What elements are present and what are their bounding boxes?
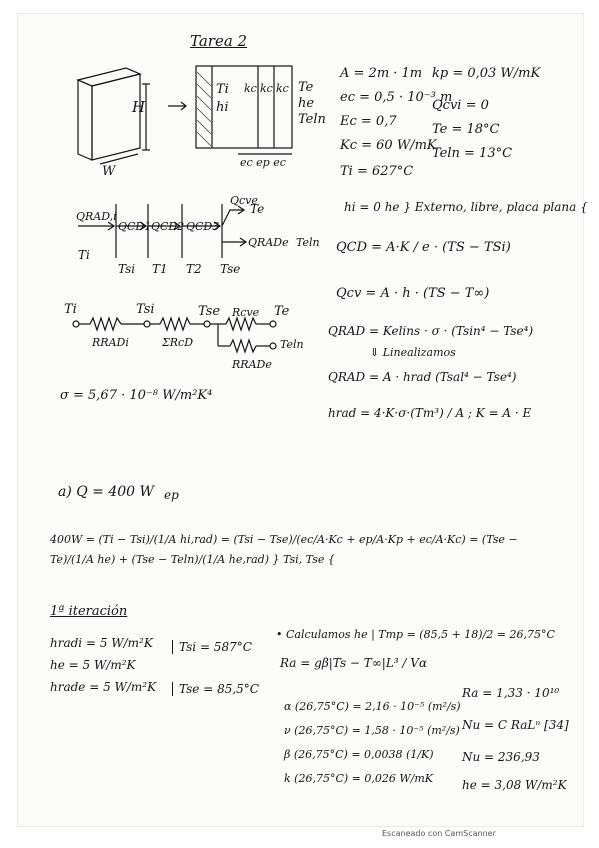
flow-te-label: Te: [250, 202, 265, 216]
ti-value: Ti = 627°C: [340, 164, 414, 179]
eq-qrad-lin: QRAD = A · hrad (Tsal⁴ − Tse⁴): [328, 370, 517, 384]
hi-he-line: hi = 0 he } Externo, libre, placa plana {: [344, 200, 588, 214]
eq-hrad: hrad = 4·K·σ·(Tm³) / A ; K = A · E: [328, 406, 532, 420]
eq-linearize: ⇓ Linealizamos: [370, 346, 456, 359]
thickness-label: ec ep ec: [240, 156, 286, 169]
teln-value: Teln = 13°C: [432, 146, 513, 161]
layer-2-label: kc: [260, 82, 273, 95]
eq-qrad: QRAD = Kelins · σ · (Tsin⁴ − Tse⁴): [328, 324, 534, 338]
calc-heading: • Calculamos he | Tmp = (85,5 + 18)/2 = 26,75°C: [276, 628, 555, 641]
part-a-heading: a) Q = 400 W: [58, 484, 154, 500]
emissivity-value: Ec = 0,7: [340, 114, 397, 129]
qcvi-value: Qcvi = 0: [432, 98, 489, 113]
layer-3-label: kc: [276, 82, 289, 95]
kc-value: Kc = 60 W/mK: [340, 138, 437, 153]
scanned-page: [18, 14, 588, 826]
circuit-tse-label: Tse: [198, 304, 221, 319]
resistor-cve-label: Rcve: [232, 306, 260, 319]
iteration-title: 1ª iteración: [50, 604, 128, 619]
part-a-balance-equation: 400W = (Ti − Tsi)/(1/A hi,rad) = (Tsi − Tse)/(ec/A·Kc + ep/A·Kp + ec/A·Kc) = (Tse − Te)/(1/A he) + (Tse − Teln)/(1/A he,rad) } Tsi, Tse {: [50, 533, 518, 566]
te-value: Te = 18°C: [432, 122, 500, 137]
calc-alpha: α (26,75°C) = 2,16 · 10⁻⁵ (m²/s): [284, 700, 461, 713]
flow-qcd2-label: QCD2: [151, 220, 185, 233]
calc-k: k (26,75°C) = 0,026 W/mK: [284, 772, 434, 785]
part-a-ep: ep: [164, 488, 179, 502]
ec-value: ec = 0,5 · 10⁻³ m: [340, 90, 453, 105]
kp-value: kp = 0,03 W/mK: [432, 66, 541, 81]
circuit-te-label: Te: [274, 304, 290, 319]
calc-beta: β (26,75°C) = 0,0038 (1/K): [284, 748, 434, 761]
wall-teln-label: Teln: [298, 112, 326, 127]
area-value: A = 2m · 1m: [340, 66, 423, 81]
page-title: Tarea 2: [190, 32, 248, 50]
eq-qcv: Qcv = A · h · (TS − T∞): [336, 286, 490, 301]
calc-he-value: he = 3,08 W/m²K: [462, 778, 567, 792]
calc-nu-correlation: Nu = C RaLⁿ [34]: [462, 718, 569, 732]
resistor-rade-label: RRADe: [232, 358, 272, 371]
flow-teln-label: Teln: [296, 236, 320, 249]
flow-qcve-label: Qcve: [230, 194, 258, 207]
iter-he: he = 5 W/m²K: [50, 658, 136, 672]
flow-qcd3-label: QCD3: [186, 220, 220, 233]
calc-nu-value: Nu = 236,93: [462, 750, 540, 764]
resistor-radi-label: RRADi: [92, 336, 129, 349]
flow-tsi-label: Tsi: [118, 262, 136, 276]
height-label: H: [132, 98, 146, 116]
sigma-value: σ = 5,67 · 10⁻⁸ W/m²K⁴: [60, 388, 213, 403]
iter-tse: Tse = 85,5°C: [172, 682, 259, 696]
circuit-ti-label: Ti: [64, 302, 77, 317]
wall-ti-label: Ti: [216, 82, 229, 97]
wall-te-label: Te: [298, 80, 314, 95]
flow-tse-label: Tse: [220, 262, 241, 276]
width-label: W: [102, 164, 116, 179]
calc-ra-value: Ra = 1,33 · 10¹⁰: [462, 686, 560, 700]
flow-qrade-label: QRADe: [248, 236, 289, 249]
flow-ti-label: Ti: [78, 248, 90, 262]
layer-1-label: kc: [244, 82, 257, 95]
iter-hrade: hrade = 5 W/m²K: [50, 680, 157, 694]
flow-t2-label: T2: [186, 262, 202, 276]
calc-nu: ν (26,75°C) = 1,58 · 10⁻⁵ (m²/s): [284, 724, 460, 737]
circuit-teln-label: Teln: [280, 338, 304, 351]
resistor-cd-label: ΣRcD: [162, 336, 194, 349]
flow-qcd1-label: QCD1: [118, 220, 152, 233]
wall-hi-label: hi: [216, 100, 229, 115]
iter-hradi: hradi = 5 W/m²K: [50, 636, 153, 650]
calc-ra-formula: Ra = gβ|Ts − T∞|L³ / Vα: [280, 656, 428, 670]
scanner-footer: Escaneado con CamScanner: [382, 829, 496, 838]
flow-qradi-label: QRAD,i: [76, 210, 117, 223]
circuit-tsi-label: Tsi: [136, 302, 155, 317]
wall-he-label: he: [298, 96, 315, 111]
flow-t1-label: T1: [152, 262, 168, 276]
eq-qcd: QCD = A·K / e · (TS − TSi): [336, 240, 511, 255]
iter-tsi: Tsi = 587°C: [172, 640, 252, 654]
